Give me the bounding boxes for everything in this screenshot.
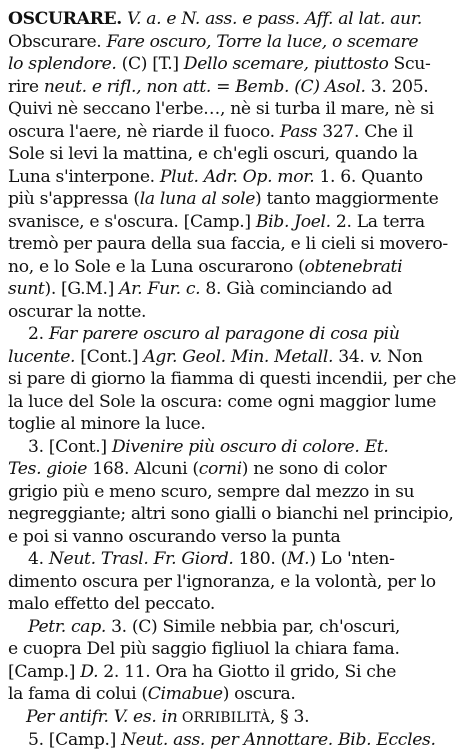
text-segment: ORRIBILITÀ — [177, 709, 270, 726]
text-segment: Tes. gioie — [8, 459, 88, 479]
text-line — [8, 548, 464, 571]
text-segment: e poi si vanno oscurando verso la punta — [8, 526, 341, 547]
text-segment: la luce del Sole la oscura: come ogni maggior lume — [8, 391, 437, 412]
text-segment: negreggiante; altri sono gialli o bianchi nel principio, — [8, 504, 454, 524]
text-segment: malo effetto del peccato. — [8, 594, 216, 614]
text-segment: oscurar la notte. — [8, 301, 147, 322]
text-line — [8, 638, 464, 661]
text-line — [8, 188, 464, 211]
text-segment: 8. Già cominciando ad — [200, 279, 393, 299]
text-segment: lucente. — [8, 346, 76, 367]
text-line — [8, 706, 464, 730]
text-line — [8, 278, 464, 301]
text-segment: rire — [8, 76, 44, 97]
text-segment: corni — [198, 459, 242, 479]
text-line — [8, 211, 464, 234]
text-segment: M. — [286, 549, 310, 569]
text-segment: Non — [382, 346, 423, 367]
text-segment: toglie al minore la luce. — [8, 414, 206, 434]
text-segment: 2. 11. Ora ha Giotto il grido, Si che — [98, 661, 397, 682]
text-segment: Petr. cap. — [28, 616, 106, 637]
text-line — [8, 143, 464, 166]
text-line — [8, 391, 464, 414]
text-segment: 34. — [333, 346, 370, 367]
text-segment: sunt — [8, 279, 45, 299]
text-segment: ) ne sono di color — [241, 459, 387, 479]
text-segment: Neut. Trasl. Fr. Giord. — [48, 549, 234, 569]
text-segment: Bib. Joel. — [255, 211, 331, 232]
text-segment: Cimabue — [147, 684, 223, 704]
text-segment: Agr. Geol. Min. Metall. — [143, 346, 334, 367]
text-segment: 3. [Cont.] — [28, 436, 112, 457]
text-line — [8, 436, 464, 459]
text-segment: neut. e rifl., non att. = Bemb. (C) Asol. — [43, 76, 366, 97]
text-line — [8, 31, 464, 54]
text-segment: ). [G.M.] — [44, 279, 120, 299]
text-segment: la luna al sole — [139, 189, 256, 209]
text-segment: 4. — [28, 549, 49, 569]
text-segment: 327. Che il — [317, 121, 413, 142]
entry-paragraph — [8, 323, 462, 436]
text-segment: Sole si levi la mattina, e ch'egli oscuri, quando la — [8, 144, 418, 164]
text-line — [8, 413, 464, 436]
text-line — [8, 526, 464, 549]
text-segment: la fama di colui ( — [8, 684, 148, 704]
text-segment: v. — [369, 346, 383, 367]
text-segment: 5. [Camp.] — [28, 730, 122, 750]
text-line — [8, 503, 464, 526]
text-segment: 1. 6. Quanto — [314, 166, 423, 187]
text-segment: grigio più e meno scuro, sempre dal mezzo in su — [8, 481, 415, 502]
entry-paragraph — [8, 548, 462, 616]
entry-text — [8, 8, 462, 752]
headword: OSCURARE. — [8, 9, 122, 29]
text-line — [8, 8, 464, 31]
text-segment: lo splendore. — [8, 54, 117, 74]
text-segment: Plut. Adr. Op. mor. — [159, 166, 315, 187]
text-segment: 2. — [28, 324, 49, 344]
text-segment: Fare oscuro, Torre la luce, o scemare — [106, 31, 419, 52]
text-segment: 180. ( — [233, 549, 287, 569]
text-segment: , § 3. — [269, 706, 310, 727]
text-segment: oscura l'aere, nè riarde il fuoco. — [8, 121, 280, 142]
text-segment: ) tanto maggiormente — [255, 189, 439, 209]
text-segment: 3. 205. — [365, 76, 429, 97]
text-segment: tremò per paura della sua faccia, e li cieli si movero- — [8, 234, 448, 254]
text-segment: Luna s'interpone. — [8, 166, 160, 187]
text-segment: obtenebrati — [304, 256, 403, 277]
text-segment: 3. (C) Simile nebbia par, ch'oscuri, — [105, 616, 400, 637]
text-line — [8, 323, 464, 346]
text-segment: Obscurare. — [8, 31, 107, 52]
text-segment: D. — [80, 661, 99, 682]
text-line — [8, 661, 464, 684]
text-segment: Per antifr. V. es. in — [26, 706, 178, 727]
text-segment: e cuopra Del più saggio figliuol la chiara fama. — [8, 639, 400, 659]
entry-paragraph — [8, 616, 462, 706]
text-segment: Ar. Fur. c. — [119, 279, 201, 299]
entry-paragraph — [8, 729, 462, 752]
text-segment: ) Lo 'nten- — [309, 549, 395, 569]
text-segment: no, e lo Sole e la Luna oscurarono ( — [8, 256, 305, 277]
text-segment: Far parere oscuro al paragone di cosa più — [48, 324, 400, 344]
text-segment: Dello scemare, piuttosto — [183, 54, 389, 74]
text-segment: ) oscura. — [222, 684, 296, 704]
text-line — [8, 593, 464, 616]
text-line — [8, 233, 464, 256]
text-line — [8, 729, 464, 752]
text-line — [8, 571, 464, 594]
text-segment: svanisce, e s'oscura. [Camp.] — [8, 211, 256, 232]
text-line — [8, 683, 464, 706]
text-line — [8, 481, 464, 504]
text-segment: Divenire più oscuro di colore. Et. — [111, 436, 389, 457]
text-line — [8, 458, 464, 481]
text-line — [8, 256, 464, 279]
text-segment: Scu- — [388, 54, 431, 74]
text-segment: 2. La terra — [330, 211, 425, 232]
text-segment: dimento oscura per l'ignoranza, e la volontà, per lo — [8, 571, 436, 592]
text-line — [8, 616, 464, 639]
text-segment: (C) [T.] — [116, 54, 184, 74]
text-segment: V. a. e N. ass. e pass. Aff. al lat. aur. — [121, 9, 422, 29]
text-line — [8, 98, 464, 121]
text-segment: Pass — [279, 121, 318, 142]
text-line — [8, 166, 464, 189]
text-segment: Quivi nè seccano l'erbe…, nè si turba il mare, nè si — [8, 99, 434, 119]
text-segment: Neut. ass. per Annottare. Bib. Eccles. — [121, 730, 436, 750]
text-line — [8, 53, 464, 76]
text-line — [8, 368, 464, 391]
entry-paragraph — [8, 436, 462, 549]
entry-paragraph — [8, 8, 462, 323]
text-line — [8, 301, 464, 324]
text-segment: [Cont.] — [75, 346, 144, 367]
text-segment: più s'appressa ( — [8, 189, 140, 209]
text-segment: 168. Alcuni ( — [87, 459, 199, 479]
entry-paragraph — [8, 706, 462, 730]
text-line — [8, 121, 464, 144]
text-segment: [Camp.] — [8, 661, 81, 682]
text-line — [8, 76, 464, 99]
text-segment: si pare di giorno la fiamma di questi incendii, per che — [8, 369, 457, 389]
text-line — [8, 346, 464, 369]
